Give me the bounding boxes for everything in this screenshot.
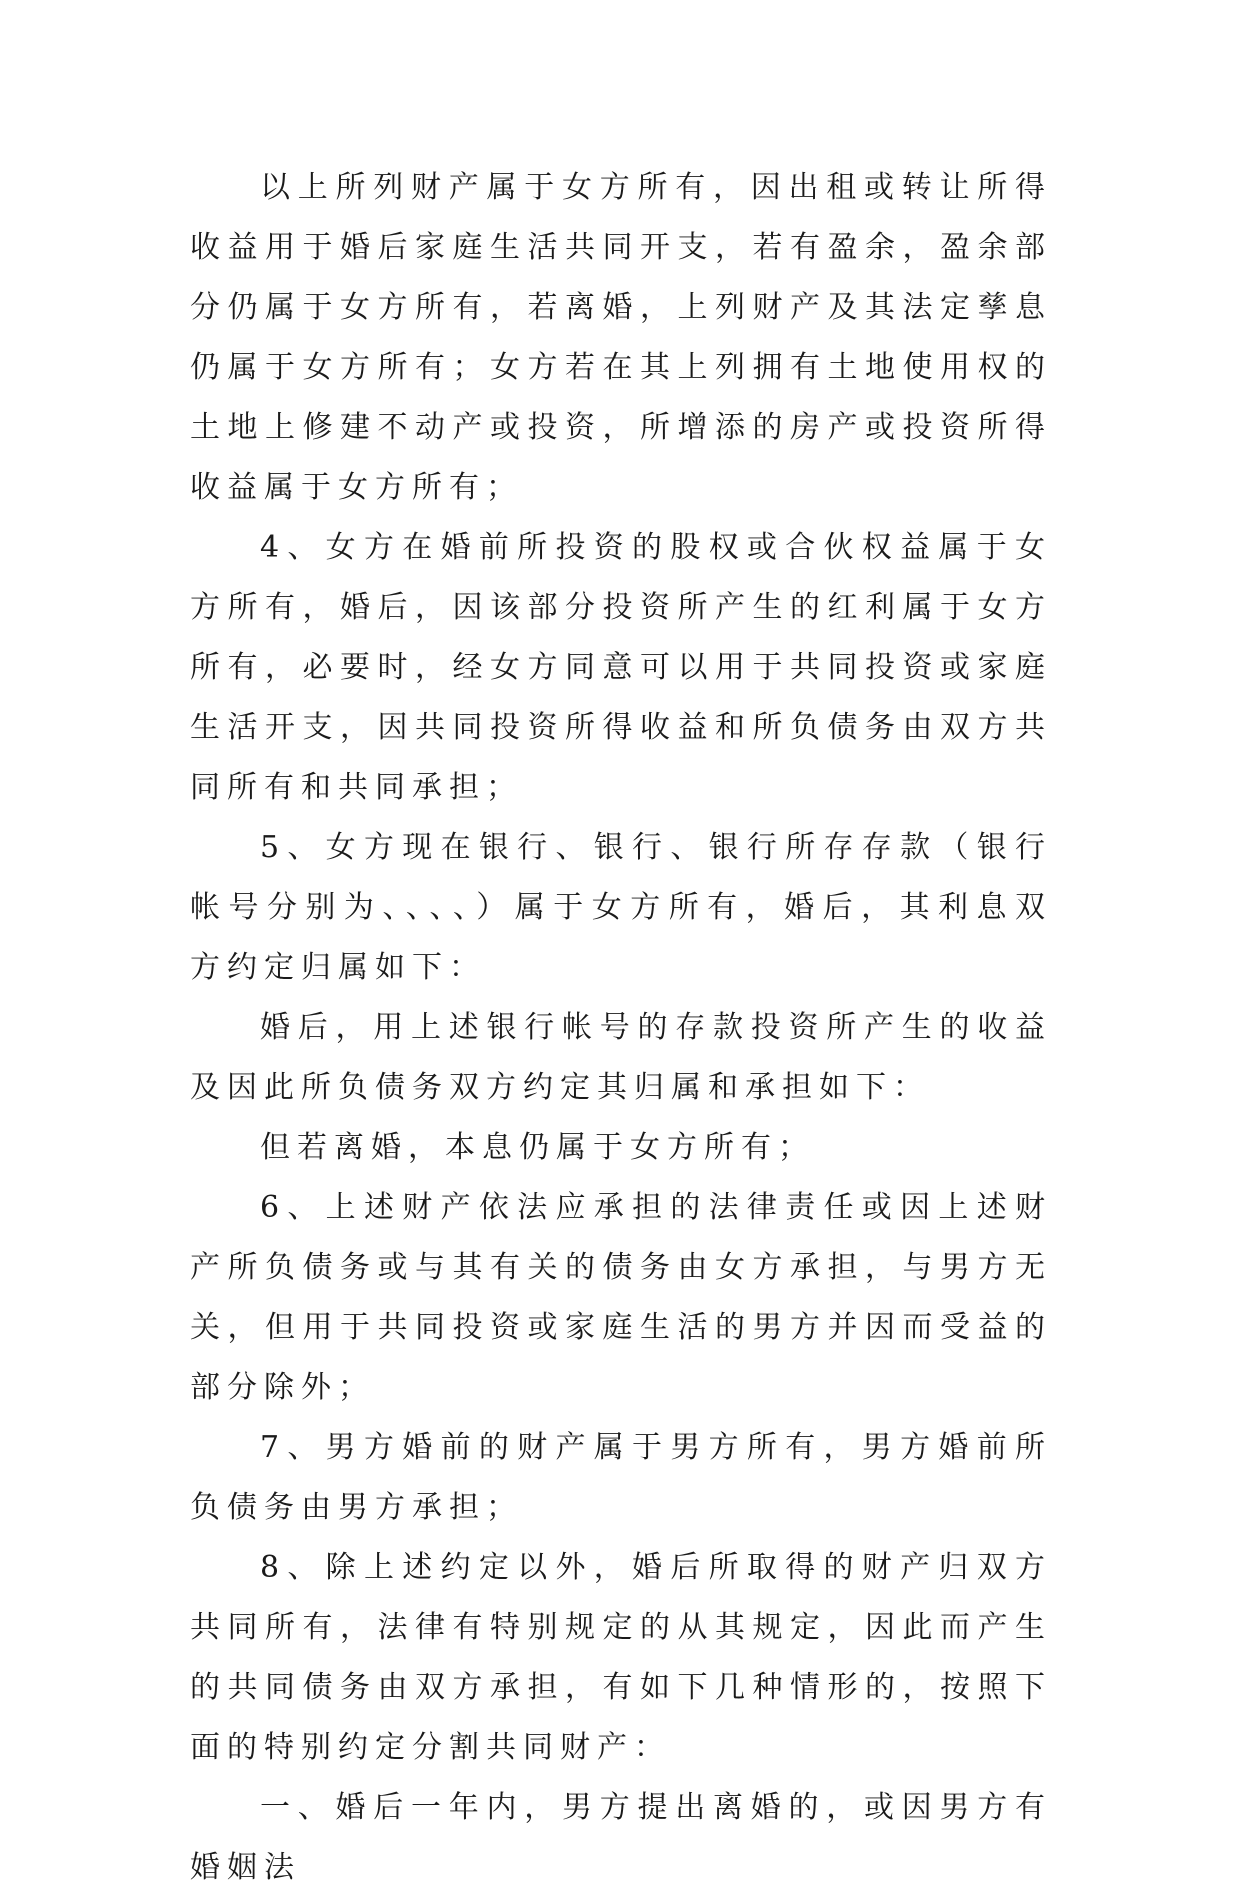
paragraph-property-clause: 以上所列财产属于女方所有，因出租或转让所得收益用于婚后家庭生活共同开支，若有盈余，盈余部分仍属于女方所有，若离婚，上列财产及其法定孳息仍属于女方所有；女方若在其上列拥有土地使用权的土地上修建不动产或投资，所增添的房产或投资所得收益属于女方所有； — [190, 170, 1052, 505]
paragraph-clause-6: 6、上述财产依法应承担的法律责任或因上述财产所负债务或与其有关的债务由女方承担，与男方无关，但用于共同投资或家庭生活的男方并因而受益的部分除外； — [190, 1190, 1052, 1405]
paragraph-clause-5-divorce: 但若离婚，本息仍属于女方所有； — [260, 1130, 815, 1165]
paragraph-clause-4: 4、女方在婚前所投资的股权或合伙权益属于女方所有，婚后，因该部分投资所产生的红利属于女方所有，必要时，经女方同意可以用于共同投资或家庭生活开支，因共同投资所得收益和所负债务由双方共同所有和共同承担； — [190, 530, 1052, 805]
paragraph-clause-7: 7、男方婚前的财产属于男方所有，男方婚前所负债务由男方承担； — [190, 1430, 1052, 1525]
paragraph-special-term-1: 一、婚后一年内，男方提出离婚的，或因男方有婚姻法 — [190, 1790, 1052, 1885]
paragraph-clause-5: 5、女方现在银行、银行、银行所存存款（银行帐号分别为、、、、）属于女方所有，婚后，其利息双方约定归属如下： — [190, 830, 1052, 985]
document-body — [190, 158, 1052, 1898]
paragraph-clause-5-investment: 婚后，用上述银行帐号的存款投资所产生的收益及因此所负债务双方约定其归属和承担如下： — [190, 1010, 1052, 1105]
paragraph-clause-8: 8、除上述约定以外，婚后所取得的财产归双方共同所有，法律有特别规定的从其规定，因此而产生的共同债务由双方承担，有如下几种情形的，按照下面的特别约定分割共同财产： — [190, 1550, 1052, 1765]
